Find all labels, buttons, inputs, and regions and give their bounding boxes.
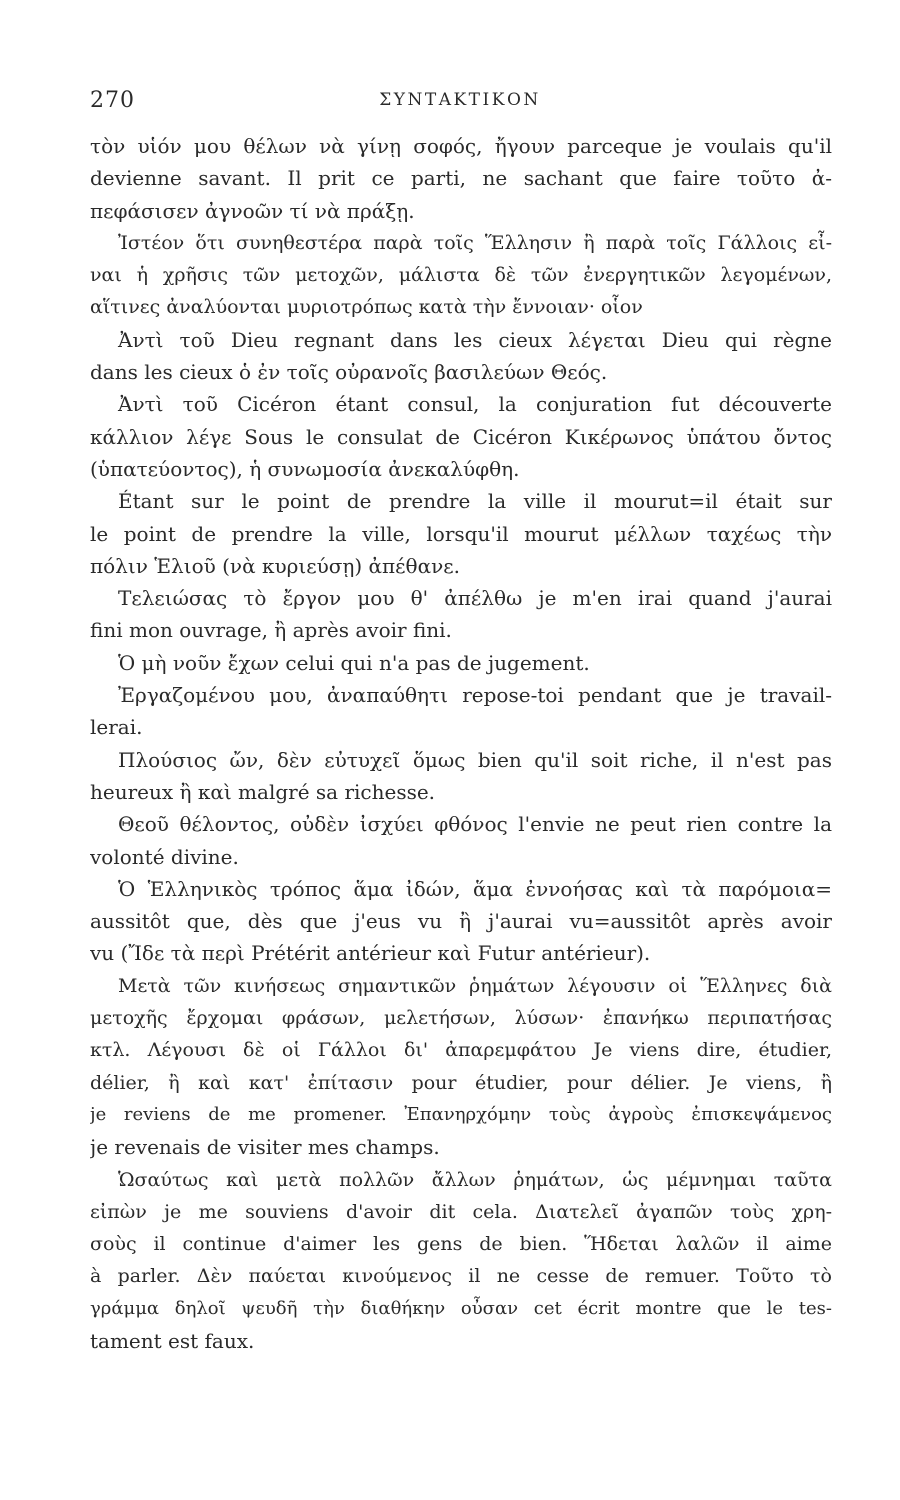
text-line: πεφάσισεν ἀγνοῶν τί νὰ πράξῃ. xyxy=(90,198,415,223)
text-line: volonté divine. xyxy=(90,844,239,869)
text-line: Τελειώσας τὸ ἔργον μου θ' ἀπέλθω je m'en irai quand j'aurai xyxy=(118,586,832,611)
text-line: Θεοῦ θέλοντος, οὐδὲν ἰσχύει φθόνος l'envie ne peut rien contre la xyxy=(118,812,832,837)
text-line: heureux ἢ καὶ malgré sa richesse. xyxy=(90,779,436,804)
text-line: Ὁ Ἑλληνικὸς τρόπος ἅμα ἰδών, ἅμα ἐννοήσας καὶ τὰ παρόμοια= xyxy=(118,876,832,901)
text-line: vu (Ἴδε τὰ περὶ Prétérit antérieur καὶ Futur antérieur). xyxy=(90,941,651,966)
text-line: τὸν υἱόν μου θέλων νὰ γίνῃ σοφός, ἤγουν parceque je voulais qu'il xyxy=(90,134,832,158)
text-line: κτλ. Λέγουσι δὲ οἱ Γάλλοι δι' ἀπαρεμφάτου Je viens dire, étudier, xyxy=(90,1039,832,1062)
text-line: σοὺς il continue d'aimer les gens de bien. Ἥδεται λαλῶν il aime xyxy=(90,1233,832,1256)
text-line: tament est faux. xyxy=(90,1328,255,1353)
text-line: Ὡσαύτως καὶ μετὰ πολλῶν ἄλλων ῥημάτων, ὡς μέμνημαι ταῦτα xyxy=(118,1168,832,1191)
text-line: le point de prendre la ville, lorsqu'il mourut μέλλων ταχέως τὴν xyxy=(90,521,832,546)
text-line: κάλλιον λέγε Sous le consulat de Cicéron Κικέρωνος ὑπάτου ὄντος xyxy=(90,424,832,449)
text-line: Ἀντὶ τοῦ Dieu regnant dans les cieux λέγεται Dieu qui règne xyxy=(118,327,832,352)
page-number: 270 xyxy=(90,88,135,113)
text-line: fini mon ouvrage, ἢ après avoir fini. xyxy=(90,618,452,643)
text-line: Ὁ μὴ νοῦν ἔχων celui qui n'a pas de jugement. xyxy=(118,650,590,675)
text-line: αἵτινες ἀναλύονται μυριοτρόπως κατὰ τὴν ἔννοιαν· οἷον xyxy=(90,296,643,319)
text-line: devienne savant. Il prit ce parti, ne sachant que faire τοῦτο ἀ- xyxy=(90,166,832,191)
text-line: aussitôt que, dès que j'eus vu ἢ j'aurai vu=aussitôt après avoir xyxy=(90,909,832,934)
running-title: ΣΥΝΤΑΚΤΙΚΟΝ xyxy=(379,90,541,110)
text-line: εἰπὼν je me souviens d'avoir dit cela. Διατελεῖ ἀγαπῶν τοὺς χρη- xyxy=(90,1200,832,1223)
text-line: je revenais de visiter mes champs. xyxy=(90,1135,440,1160)
running-head xyxy=(90,88,830,118)
text-line: γράμμα δηλοῖ ψευδῆ τὴν διαθήκην οὖσαν cet écrit montre que le tes- xyxy=(90,1297,832,1319)
text-line: Ἀντὶ τοῦ Cicéron étant consul, la conjuration fut découverte xyxy=(118,392,832,417)
text-line: lerai. xyxy=(90,715,143,740)
text-line: Ἰστέον ὅτι συνηθεστέρα παρὰ τοῖς Ἕλλησιν ἢ παρὰ τοῖς Γάλλοις εἶ- xyxy=(118,231,832,254)
text-line: Ἐργαζομένου μου, ἀναπαύθητι repose-toi pendant que je travail- xyxy=(118,683,832,708)
text-line: dans les cieux ὁ ἐν τοῖς οὐρανοῖς βασιλεύων Θεός. xyxy=(90,360,608,385)
text-line: délier, ἢ καὶ κατ' ἐπίτασιν pour étudier, pour délier. Je viens, ἢ xyxy=(90,1071,832,1094)
text-line: (ὑπατεύοντος), ἡ συνωμοσία ἀνεκαλύφθη. xyxy=(90,456,520,481)
text-line: Étant sur le point de prendre la ville il mourut=il était sur xyxy=(118,489,832,514)
body-text xyxy=(90,130,832,1357)
text-line: ναι ἡ χρῆσις τῶν μετοχῶν, μάλιστα δὲ τῶν ἐνεργητικῶν λεγομένων, xyxy=(90,264,832,287)
text-line: Μετὰ τῶν κινήσεως σημαντικῶν ῥημάτων λέγουσιν οἱ Ἕλληνες διὰ xyxy=(118,974,832,997)
text-line: à parler. Δὲν παύεται κινούμενος il ne cesse de remuer. Τοῦτο τὸ xyxy=(90,1265,832,1288)
text-line: Πλούσιος ὤν, δὲν εὐτυχεῖ ὅμως bien qu'il soit riche, il n'est pas xyxy=(118,747,832,772)
text-line: πόλιν Ἑλιοῦ (νὰ κυριεύσῃ) ἀπέθανε. xyxy=(90,553,460,578)
text-line: je reviens de me promener. Ἐπανηρχόμην τοὺς ἀγροὺς ἐπισκεψάμενος xyxy=(90,1103,832,1125)
text-line: μετοχῆς ἔρχομαι φράσων, μελετήσων, λύσων· ἐπανήκω περιπατήσας xyxy=(90,1007,832,1030)
